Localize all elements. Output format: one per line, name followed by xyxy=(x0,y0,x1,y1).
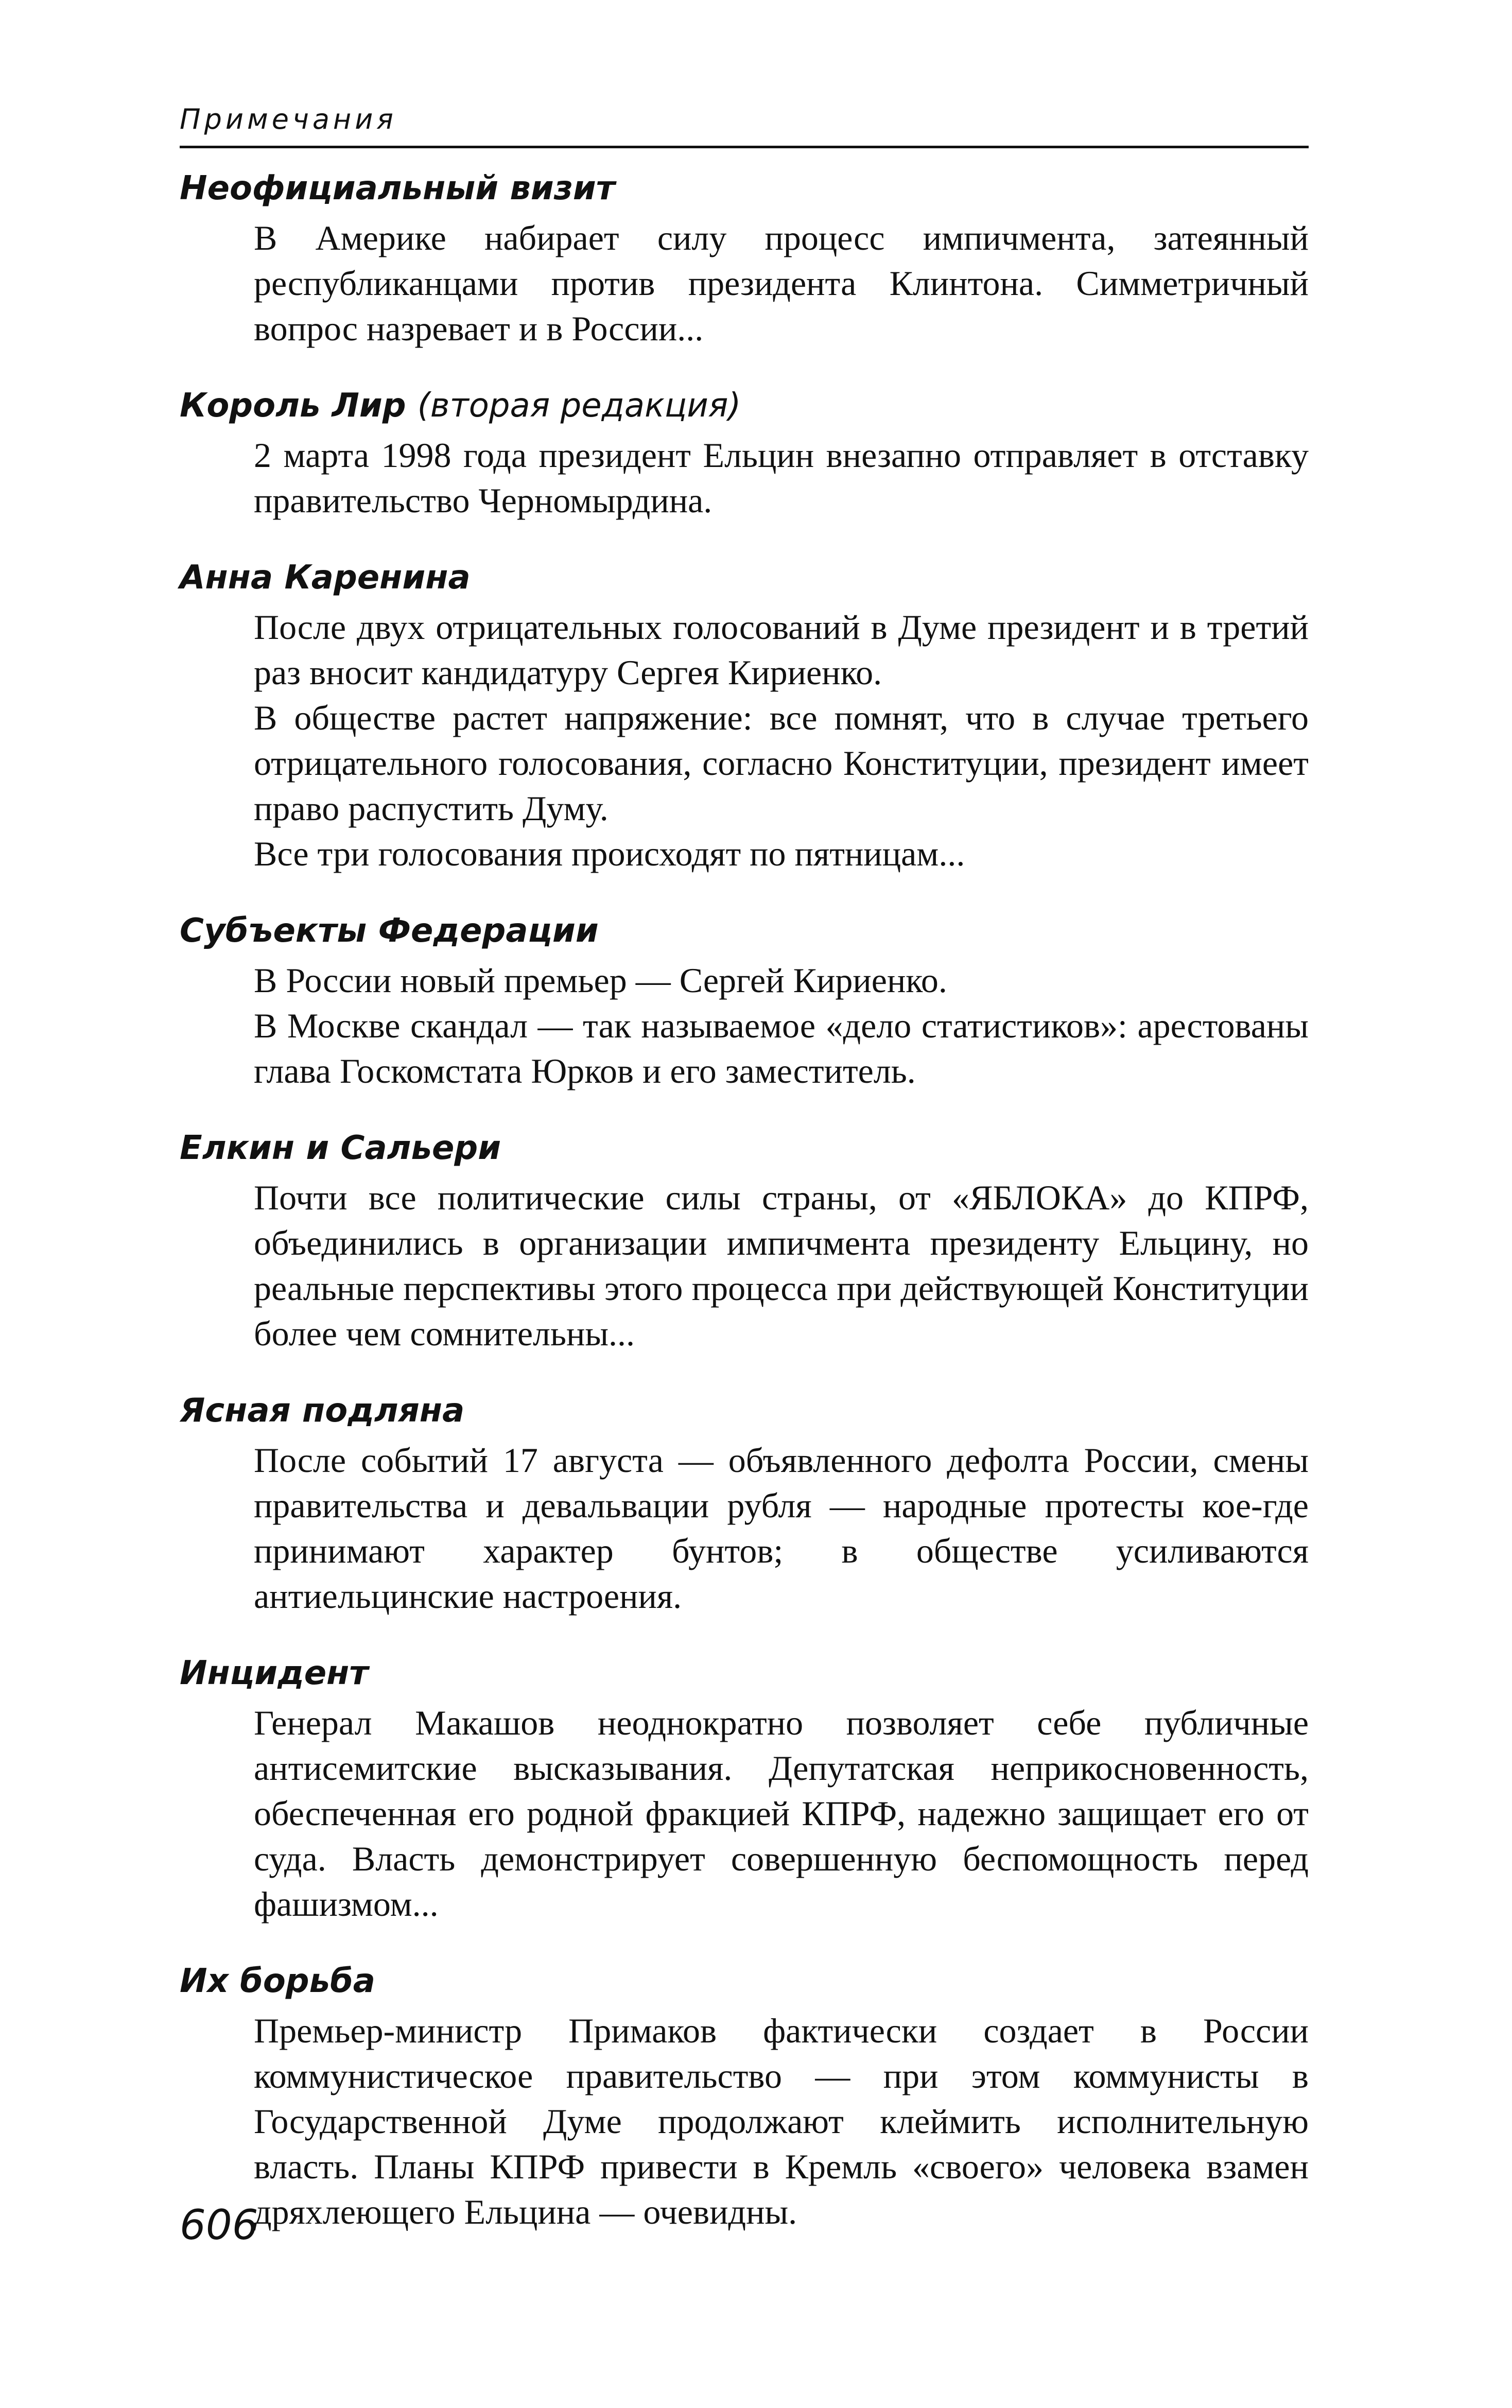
note-paragraph: 2 марта 1998 года президент Ельцин внезапно отправляет в отставку правительство Черномырдина. xyxy=(254,436,1309,520)
note-paragraph: В Москве скандал — так называемое «дело статистиков»: арестованы глава Госкомстата Юрков и его заместитель. xyxy=(254,1006,1309,1090)
note-title xyxy=(180,1123,1309,1173)
note-paragraph: В обществе растет напряжение: все помнят, что в случае третьего отрицательного голосования, согласно Конституции, президент имеет право распустить Думу. xyxy=(254,698,1309,828)
note-section xyxy=(180,553,1309,876)
note-title-text: Их борьба xyxy=(180,1962,375,2000)
note-title xyxy=(180,1956,1309,2006)
note-title-text: Король Лир xyxy=(180,387,406,425)
note-paragraph: Генерал Макашов неоднократно позволяет себе публичные антисемитские высказывания. Депутатская неприкосновенность, обеспеченная его родной фракцией КПРФ, надежно защищает его от суда. Власть демонстрирует совершенную беспомощность перед фашизмом... xyxy=(254,1703,1309,1924)
note-paragraph: Премьер-министр Примаков фактически создает в России коммунистическое правительство — при этом коммунисты в Государственной Думе продолжают клеймить исполнительную власть. Планы КПРФ привести в Кремль «своего» человека взамен дряхлеющего Ельцина — очевидны. xyxy=(254,2011,1309,2231)
note-title-text: Елкин и Сальери xyxy=(180,1129,501,1167)
note-title xyxy=(180,381,1309,430)
note-section xyxy=(180,1386,1309,1619)
note-paragraph: В России новый премьер — Сергей Кириенко. xyxy=(254,961,947,1000)
header-rule xyxy=(180,146,1309,148)
note-title xyxy=(180,164,1309,213)
notes-list xyxy=(180,164,1309,2264)
note-title-text: Субъекты Федерации xyxy=(180,912,599,950)
note-section xyxy=(180,164,1309,351)
note-title-text: Ясная подляна xyxy=(180,1392,465,1430)
note-title-text: Анна Каренина xyxy=(180,559,471,597)
note-paragraph: После событий 17 августа — объявленного дефолта России, смены правительства и девальвации рубля — народные протесты кое-где принимают характер бунтов; в обществе усиливаются антиельцинские настроения. xyxy=(254,1441,1309,1616)
note-section xyxy=(180,381,1309,523)
note-title-text: Неофициальный визит xyxy=(180,169,615,207)
note-paragraph: В Америке набирает силу процесс импичмента, затеянный республиканцами против президента Клинтона. Симметричный вопрос назревает и в России... xyxy=(254,218,1309,348)
note-subtitle: (вторая редакция) xyxy=(417,387,741,425)
note-paragraph: После двух отрицательных голосований в Думе президент и в третий раз вносит кандидатуру Сергея Кириенко. xyxy=(254,608,1309,692)
note-section xyxy=(180,1123,1309,1356)
note-title xyxy=(180,1649,1309,1698)
note-title-text: Инцидент xyxy=(180,1654,369,1692)
note-title xyxy=(180,1386,1309,1435)
note-paragraph: Почти все политические силы страны, от «ЯБЛОКА» до КПРФ, объединились в организации импичмента президенту Ельцину, но реальные перспективы этого процесса при действующей Конституции более чем сомнительны... xyxy=(254,1178,1309,1353)
note-section xyxy=(180,906,1309,1094)
running-head: Примечания xyxy=(180,103,397,135)
note-title xyxy=(180,553,1309,602)
note-section xyxy=(180,1649,1309,1927)
note-paragraph: Все три голосования происходят по пятницам... xyxy=(254,834,965,873)
note-section xyxy=(180,1956,1309,2234)
note-title xyxy=(180,906,1309,956)
page-number: 606 xyxy=(180,2201,258,2249)
